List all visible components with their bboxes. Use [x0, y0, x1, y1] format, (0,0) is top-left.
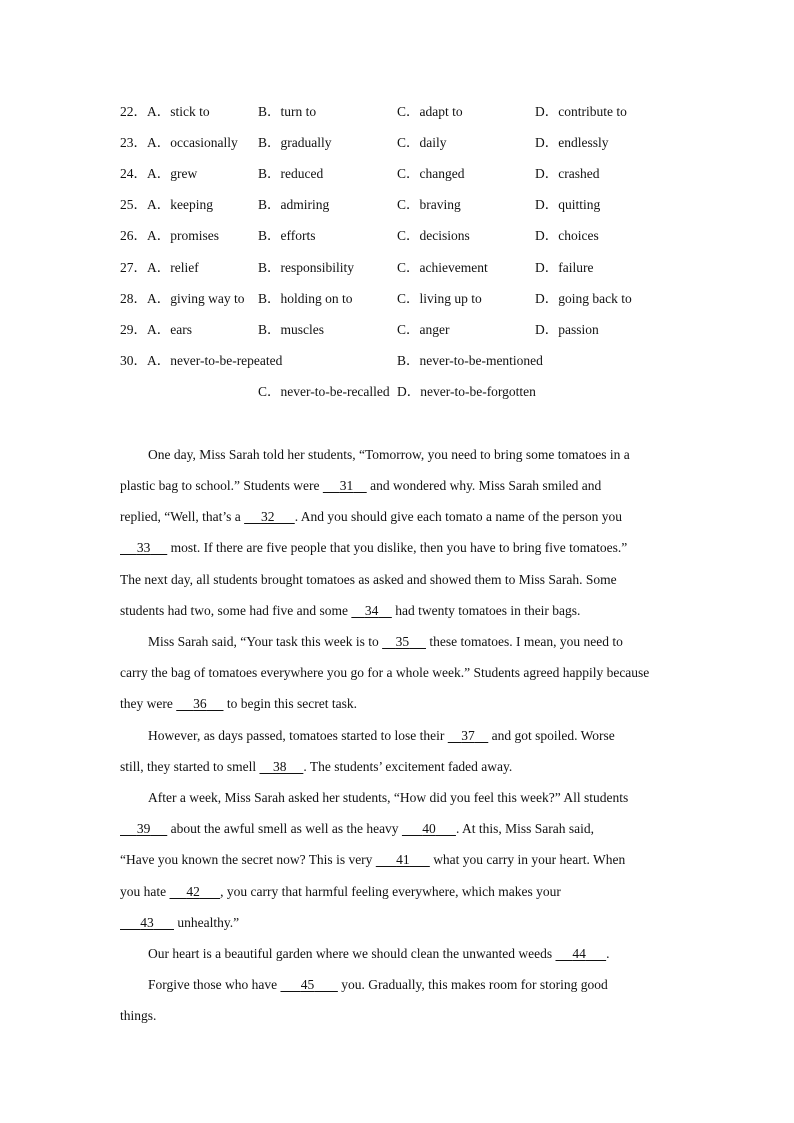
question-number: 29． [120, 322, 147, 337]
passage-line: 43 unhealthy.” [120, 913, 680, 933]
option-d: D．failure [535, 260, 594, 275]
option-c: C．braving [397, 197, 461, 212]
passage-line: still, they started to smell 38 . The students’ excitement faded away. [120, 759, 513, 774]
passage-line: One day, Miss Sarah told her students, “Tomorrow, you need to bring some tomatoes in a [148, 447, 630, 462]
option-c: C．never-to-be-recalled [258, 384, 390, 399]
blank-38[interactable]: 38 [272, 759, 287, 774]
option-b: B．holding on to [258, 291, 353, 306]
option-c: C．daily [397, 135, 447, 150]
question-number: 26． [120, 228, 147, 243]
blank-45[interactable]: 45 [300, 977, 315, 992]
question-number: 23． [120, 135, 147, 150]
question-number: 25． [120, 197, 147, 212]
blank-44[interactable]: 44 [572, 946, 586, 961]
option-b: B．admiring [258, 197, 330, 212]
passage-line: “Have you known the secret now? This is very 41 what you carry in your heart. When [120, 852, 626, 867]
option-c: C．living up to [397, 291, 482, 306]
option-a: A．occasionally [147, 135, 238, 150]
passage-line: 39 about the awful smell as well as the heavy 40 . At this, Miss Sarah said, [120, 819, 680, 839]
blank-37[interactable]: 37 [461, 728, 475, 743]
passage-line: you hate 42 , you carry that harmful feeling everywhere, which makes your [120, 884, 561, 899]
blank-33[interactable]: 33 [136, 540, 151, 555]
question-number: 27． [120, 260, 147, 275]
option-b: B．responsibility [258, 260, 355, 275]
option-a: A．never-to-be-repeated [147, 353, 283, 368]
passage-line: plastic bag to school.” Students were 31 and wondered why. Miss Sarah smiled and [120, 478, 602, 493]
option-b: B．muscles [258, 322, 324, 337]
blank-36[interactable]: 36 [193, 696, 207, 711]
blank-42[interactable]: 42 [186, 884, 200, 899]
passage-line: Forgive those who have 45 you. Gradually, this makes room for storing good [148, 977, 608, 992]
passage-line: The next day, all students brought tomatoes as asked and showed them to Miss Sarah. Some [120, 572, 617, 587]
passage-line: 33 most. If there are five people that you dislike, then you have to bring five tomatoes.” [120, 538, 680, 558]
blank-34[interactable]: 34 [364, 603, 379, 618]
option-d: D．endlessly [535, 135, 609, 150]
passage-line: students had two, some had five and some 34 had twenty tomatoes in their bags. [120, 603, 581, 618]
passage-line: Our heart is a beautiful garden where we should clean the unwanted weeds 44 . [148, 946, 610, 961]
option-c: C．achievement [397, 260, 488, 275]
passage-line: Miss Sarah said, “Your task this week is to 35 these tomatoes. I mean, you need to [148, 634, 623, 649]
option-d: D．quitting [535, 197, 601, 212]
option-a: A．stick to [147, 104, 210, 119]
option-c: C．changed [397, 166, 465, 181]
blank-39[interactable]: 39 [136, 821, 151, 836]
option-d: D．going back to [535, 291, 632, 306]
passage-line: replied, “Well, that’s a 32 . And you should give each tomato a name of the person you [120, 509, 623, 524]
blank-32[interactable]: 32 [261, 509, 275, 524]
option-a: A．relief [147, 260, 199, 275]
option-a: A．ears [147, 322, 192, 337]
question-number: 28． [120, 291, 147, 306]
option-a: A．promises [147, 228, 219, 243]
option-a: A．giving way to [147, 291, 245, 306]
question-number: 22． [120, 104, 147, 119]
blank-41[interactable]: 41 [396, 852, 410, 867]
option-a: A．grew [147, 166, 198, 181]
option-d: D．contribute to [535, 104, 627, 119]
blank-35[interactable]: 35 [395, 634, 410, 649]
blank-43[interactable]: 43 [140, 915, 154, 930]
option-b: B．efforts [258, 228, 316, 243]
option-d: D．passion [535, 322, 599, 337]
passage-line: they were 36 to begin this secret task. [120, 696, 357, 711]
blank-31[interactable]: 31 [339, 478, 354, 493]
option-d: D．choices [535, 228, 599, 243]
passage-line: However, as days passed, tomatoes started to lose their 37 and got spoiled. Worse [148, 728, 615, 743]
option-c: C．adapt to [397, 104, 463, 119]
option-b: B．turn to [258, 104, 317, 119]
blank-40[interactable]: 40 [422, 821, 436, 836]
option-b: B．gradually [258, 135, 332, 150]
passage-line: things. [120, 1008, 157, 1023]
passage-line: carry the bag of tomatoes everywhere you go for a whole week.” Students agreed happily because [120, 665, 650, 680]
option-b: B．never-to-be-mentioned [397, 353, 543, 368]
option-a: A．keeping [147, 197, 213, 212]
question-number: 24． [120, 166, 147, 181]
option-c: C．anger [397, 322, 450, 337]
option-d: D．crashed [535, 166, 600, 181]
option-d: D．never-to-be-forgotten [397, 384, 536, 399]
question-number: 30． [120, 353, 147, 368]
option-b: B．reduced [258, 166, 324, 181]
option-c: C．decisions [397, 228, 470, 243]
passage-line: After a week, Miss Sarah asked her students, “How did you feel this week?” All students [148, 790, 629, 805]
